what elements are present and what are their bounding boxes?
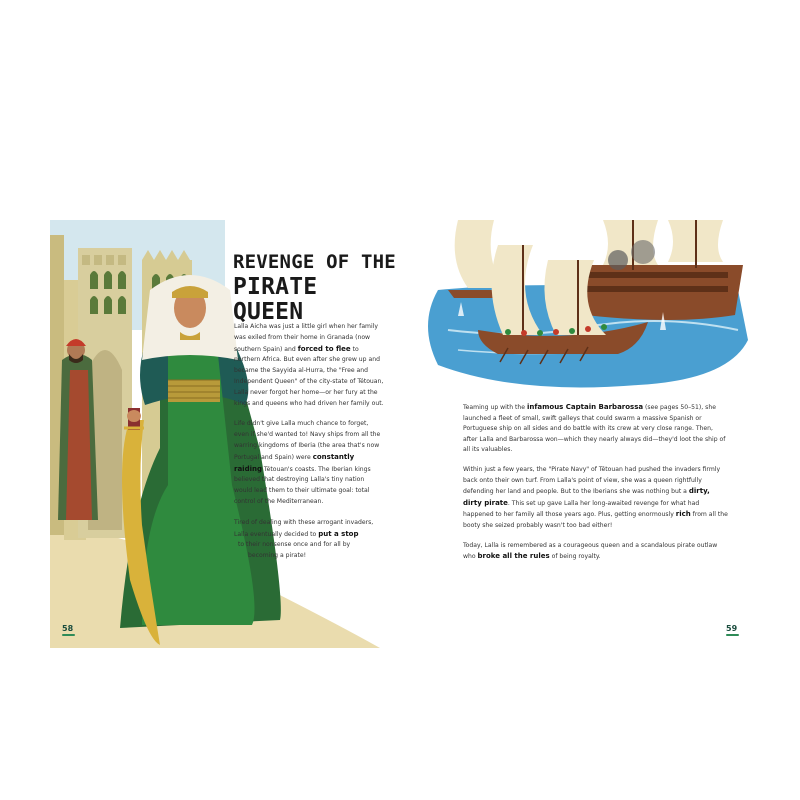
text-run: to northern Africa. But even after she grew up and became the Sayyida al-Hurra, the "Free and Independent Queen" of the city-state of Tétouan, Lalla never forgot her home—or her fury at the kings and queens who had driven her family out. <box>234 345 384 407</box>
page-number-text: 59 <box>726 624 738 633</box>
right-paragraph-3 <box>463 541 729 563</box>
text-run: Lalla eventually decided to <box>234 530 319 538</box>
title-line-1: REVENGE OF THE <box>233 251 396 273</box>
emphasis: dirty, dirty pirate <box>463 487 710 507</box>
emphasis: rich <box>675 510 691 519</box>
left-page <box>50 220 400 648</box>
text-run: from all the booty she seized probably wasn't too bad either! <box>463 511 728 529</box>
text-run: Teaming up with the <box>463 404 527 411</box>
text-run: . This set up gave Lalla her long-awaited revenge for what had happened to her family all those years ago. Plus, getting enormously <box>463 499 700 519</box>
text-run: to their nonsense once and for all by <box>238 541 351 549</box>
ships-battle-illustration <box>428 220 750 395</box>
text-run: Lalla Aicha was just a little girl when her family was exiled from their home in Granada (now southern Spain) and <box>234 323 378 353</box>
right-paragraph-2 <box>463 465 729 532</box>
right-page-body <box>463 402 729 572</box>
book-spread <box>50 220 750 648</box>
page-number-left <box>62 624 75 636</box>
page-number-underline <box>726 634 739 636</box>
emphasis: put a stop <box>318 529 359 538</box>
left-page-body <box>234 322 384 572</box>
page-number-underline <box>62 634 75 636</box>
text-run: (see pages 50–51), she launched a fleet of small, swift galleys that could swarm a massive Spanish or Portuguese ship on all sides and do battle with its crew at very close range. Then, after Lalla and Barbarossa won—which they nearly always did—they'd loot the ship of all its valuables. <box>463 404 726 454</box>
text-run: Life didn't give Lalla much chance to forget, even if she'd wanted to! Navy ships from all the warring kingdoms of Iberia (the area that's now Portugal and Spain) were <box>234 420 381 461</box>
emphasis: infamous Captain Barbarossa <box>526 403 644 411</box>
right-paragraph-1 <box>463 402 729 456</box>
title-line-2: PIRATE QUEEN <box>233 274 318 325</box>
text-run: Tétouan's coasts. The Iberian kings believed that destroying Lalla's tiny nation would lead them to their ultimate goal: total control of the Mediterranean. <box>234 465 371 505</box>
text-run: Today, Lalla is remembered as a courageous queen and a scandalous pirate outlaw who <box>463 541 718 561</box>
page-title <box>233 250 400 325</box>
emphasis: constantly raiding <box>234 452 355 473</box>
emphasis: forced to flee <box>297 344 351 353</box>
left-paragraph-1 <box>234 322 384 409</box>
page-number-text: 58 <box>62 624 74 633</box>
text-run: becoming a pirate! <box>248 552 307 560</box>
left-paragraph-3 <box>234 518 384 562</box>
text-run: Tired of dealing with these arrogant invaders, <box>234 518 374 526</box>
page-number-right <box>726 624 739 636</box>
text-run: Within just a few years, the "Pirate Navy" of Tétouan had pushed the invaders firmly back onto their own turf. From Lalla's point of view, she was a queen rightfully defending her land and people. But to the Iberians she was nothing but a <box>463 465 721 496</box>
text-run: of being royalty. <box>549 553 601 561</box>
emphasis: broke all the rules <box>477 552 550 561</box>
right-page <box>428 220 750 648</box>
left-paragraph-2 <box>234 419 384 507</box>
